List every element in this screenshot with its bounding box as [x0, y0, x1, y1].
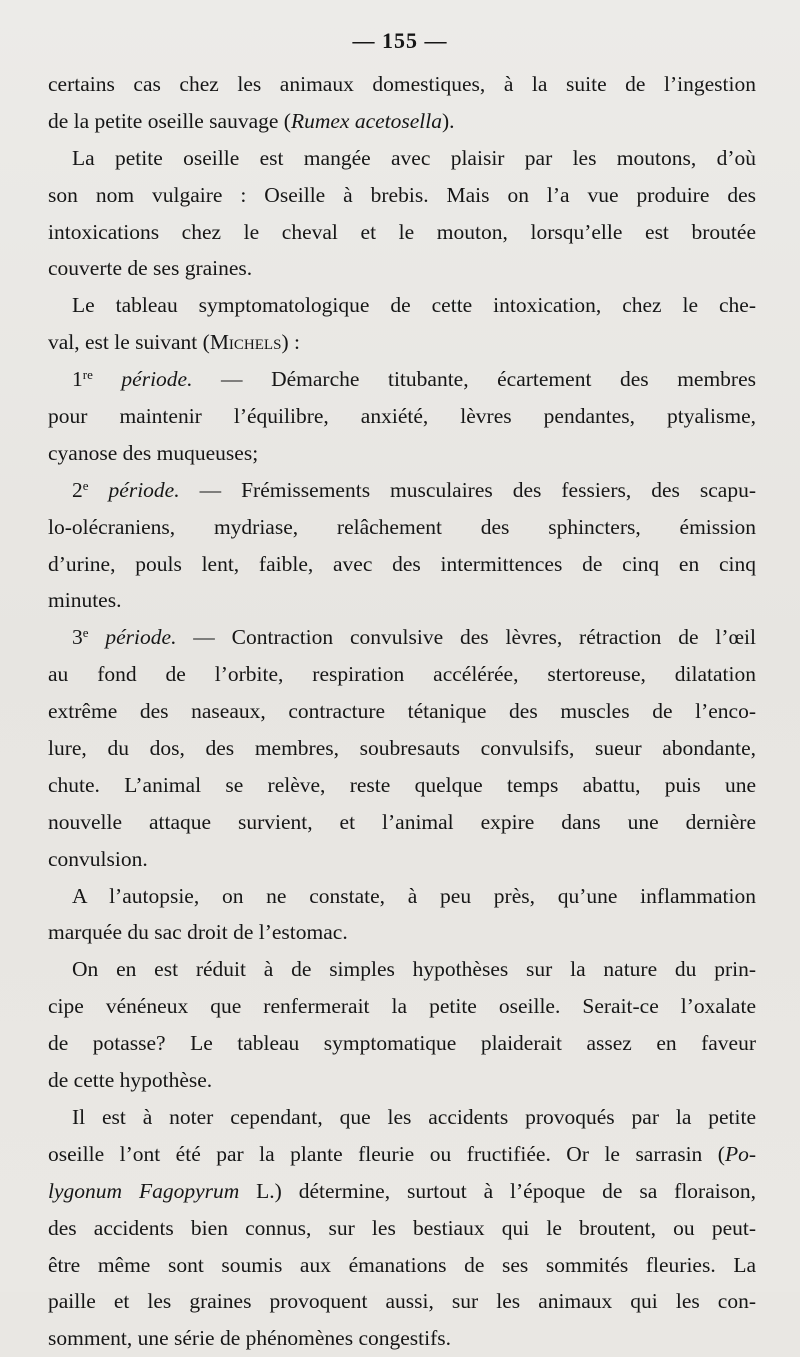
text-run: ).	[442, 108, 455, 133]
text-line: On en est réduit à de simples hypothèses sur la nature du prin-	[72, 957, 756, 982]
text-run: val, est le suivant (	[48, 330, 210, 355]
text-line: Le tableau symptomatologique de cette intoxication, chez le che-	[72, 293, 756, 318]
text-line: d’urine, pouls lent, faible, avec des intermittences de cinq en cinq	[48, 551, 756, 576]
text-line: Il est à noter cependant, que les accidents provoqués par la petite	[72, 1104, 756, 1129]
text-line	[48, 1173, 756, 1210]
text-line	[48, 103, 756, 140]
text-run: — Frémissements musculaires des fessiers, des scapu-	[179, 477, 757, 502]
text-line	[48, 1136, 756, 1173]
text-line: minutes.	[48, 588, 122, 613]
ordinal-suffix: e	[82, 477, 89, 493]
text-line	[48, 619, 756, 656]
text-run: ) :	[281, 330, 300, 355]
text-run: oseille l’ont été par la plante fleurie ou fructifiée. Or le sarrasin (	[48, 1141, 725, 1166]
text-run: — Contraction convulsive des lèvres, rétraction de l’œil	[176, 625, 757, 650]
text-line: somment, une série de phénomènes congestifs.	[48, 1326, 452, 1351]
text-line: pour maintenir l’équilibre, anxiété, lèvres pendantes, ptyalisme,	[48, 404, 756, 429]
text-line: chute. L’animal se relève, reste quelque temps abattu, puis une	[48, 772, 756, 797]
period-number: 3	[72, 625, 83, 650]
period-label: période.	[108, 477, 180, 502]
paragraph-continuation	[48, 66, 756, 140]
text-line: certains cas chez les animaux domestiques, à la suite de l’ingestion	[48, 72, 756, 96]
paragraph-hypotheses	[48, 951, 756, 1099]
paragraph-periode-2	[48, 472, 756, 620]
text-run: — Démarche titubante, écartement des membres	[192, 367, 757, 392]
text-line: cyanose des muqueuses;	[48, 440, 259, 465]
paragraph-sarrasin	[48, 1099, 756, 1357]
text-line: intoxications chez le cheval et le mouton, lorsqu’elle est broutée	[48, 219, 756, 244]
text-line: lo-olécraniens, mydriase, relâchement des sphincters, émission	[48, 514, 756, 539]
paragraph-periode-3	[48, 619, 756, 877]
period-number: 1	[72, 367, 83, 392]
period-label: période.	[121, 367, 193, 392]
text-line	[48, 361, 756, 398]
ordinal-suffix: re	[82, 367, 93, 383]
text-line: convulsion.	[48, 846, 148, 871]
period-number: 2	[72, 477, 83, 502]
text-line: cipe vénéneux que renfermerait la petite oseille. Serait-ce l’oxalate	[48, 994, 756, 1019]
text-line: La petite oseille est mangée avec plaisir par les moutons, d’où	[72, 145, 756, 170]
text-line: extrême des naseaux, contracture tétanique des muscles de l’enco-	[48, 699, 756, 724]
text-line: être même sont soumis aux émanations de ses sommités fleuries. La	[48, 1252, 756, 1277]
text-line: nouvelle attaque survient, et l’animal expire dans une dernière	[48, 809, 756, 834]
body-text	[48, 66, 756, 1357]
text-line: paille et les graines provoquent aussi, sur les animaux qui les con-	[48, 1289, 756, 1314]
text-run: de la petite oseille sauvage (	[48, 108, 291, 133]
text-line: A l’autopsie, on ne constate, à peu près, qu’une inflammation	[72, 883, 756, 908]
species-name: lygonum Fagopyrum	[48, 1178, 240, 1203]
text-line	[48, 472, 756, 509]
text-line: des accidents bien connus, sur les bestiaux qui le broutent, ou peut-	[48, 1215, 756, 1240]
species-name: Rumex acetosella	[290, 108, 443, 133]
author-name: Michels	[209, 330, 282, 355]
text-line: son nom vulgaire : Oseille à brebis. Mais on l’a vue produire des	[48, 182, 756, 207]
paragraph-oseille	[48, 140, 756, 288]
period-label: période.	[105, 625, 177, 650]
text-line: de potasse? Le tableau symptomatique plaiderait assez en faveur	[48, 1031, 756, 1056]
text-line	[48, 324, 756, 361]
text-line: couverte de ses graines.	[48, 256, 253, 281]
ordinal-suffix: e	[82, 625, 89, 641]
paragraph-tableau	[48, 287, 756, 361]
text-run: L.) détermine, surtout à l’époque de sa floraison,	[239, 1178, 756, 1203]
species-name: Po-	[724, 1141, 756, 1166]
paragraph-periode-1	[48, 361, 756, 472]
paragraph-autopsie	[48, 878, 756, 952]
text-line: lure, du dos, des membres, soubresauts convulsifs, sueur abondante,	[48, 736, 756, 761]
text-line: au fond de l’orbite, respiration accélérée, stertoreuse, dilatation	[48, 662, 756, 687]
page-number: — 155 —	[352, 28, 448, 53]
text-line: de cette hypothèse.	[48, 1068, 213, 1093]
text-line: marquée du sac droit de l’estomac.	[48, 920, 348, 945]
